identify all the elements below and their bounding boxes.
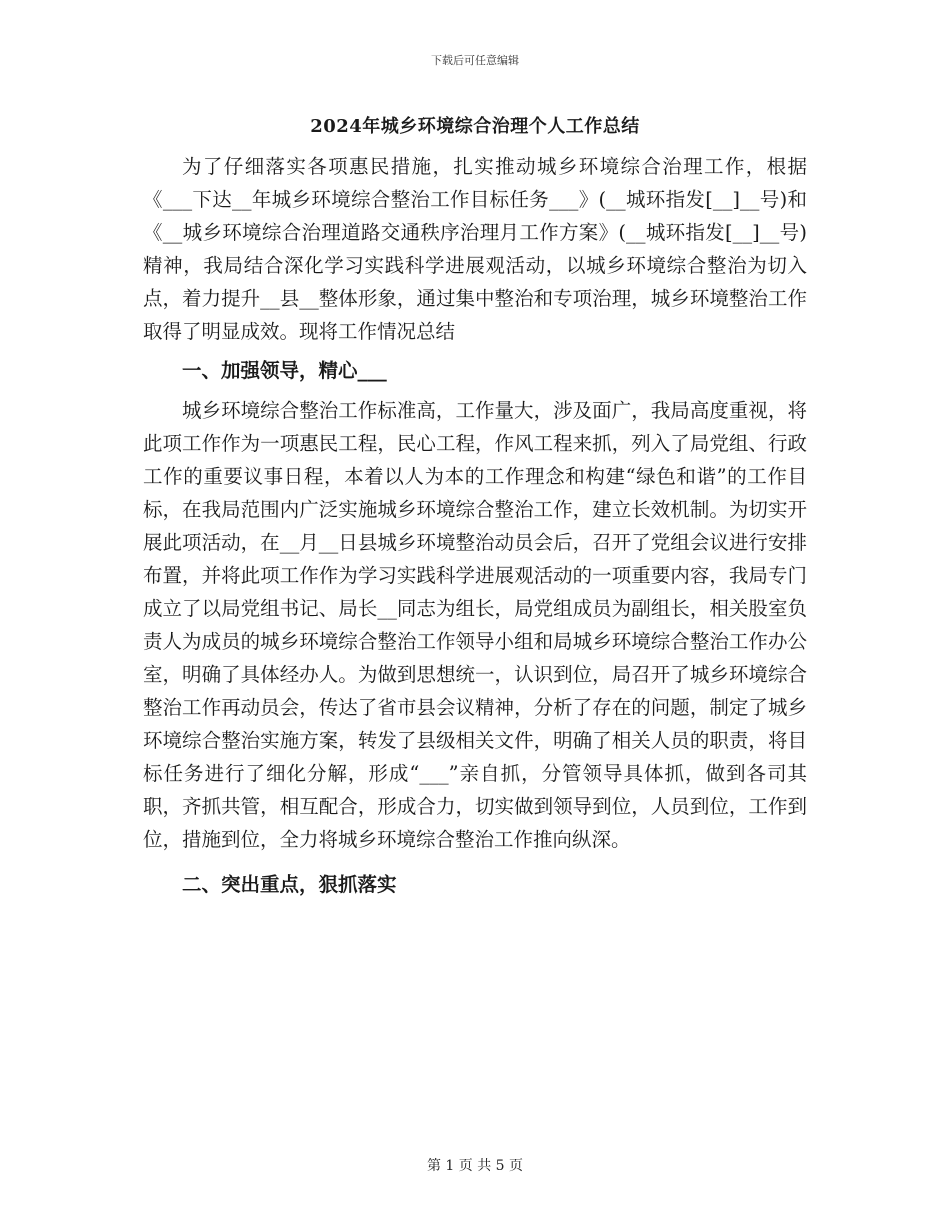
section-1-heading: 一、加强领导，精心___ xyxy=(182,359,387,382)
document-body xyxy=(143,150,807,908)
document-title: 2024年城乡环境综合治理个人工作总结 xyxy=(310,116,640,137)
section-2-heading: 二、突出重点，狠抓落实 xyxy=(182,873,397,896)
page-header-note: 下载后可任意编辑 xyxy=(431,54,519,67)
section-1-paragraph: 城乡环境综合整治工作标准高，工作量大，涉及面广，我局高度重视，将此项工作作为一项惠民工程，民心工程，作风工程来抓，列入了局党组、行政工作的重要议事日程，本着以人为本的工作理念和构建“绿色和谐”的工作目标，在我局范围内广泛实施城乡环境综合整治工作，建立长效机制。为切实开展此项活动，在__月__日县城乡环境整治动员会后，召开了党组会议进行安排布置，并将此项工作作为学习实践科学进展观活动的一项重要内容，我局专门成立了以局党组书记、局长__同志为组长，局党组成员为副组长，相关股室负责人为成员的城乡环境综合整治工作领导小组和局城乡环境综合整治工作办公室，明确了具体经办人。为做到思想统一，认识到位，局召开了城乡环境综合整治工作再动员会，传达了省市县会议精神，分析了存在的问题，制定了城乡环境综合整治实施方案，转发了县级相关文件，明确了相关人员的职责，将目标任务进行了细化分解，形成“___”亲自抓，分管领导具体抓，做到各司其职，齐抓共管，相互配合，形成合力，切实做到领导到位，人员到位，工作到位，措施到位，全力将城乡环境综合整治工作推向纵深。 xyxy=(143,399,807,851)
page-number-footer: 第 1 页 共 5 页 xyxy=(426,1158,524,1174)
intro-paragraph: 为了仔细落实各项惠民措施，扎实推动城乡环境综合治理工作，根据《___下达__年城乡环境综合整治工作目标任务___》(__城环指发[__]__号)和《__城乡环境综合治理道路交通秩序治理月工作方案》(__城环指发[__]__号)精神，我局结合深化学习实践科学进展观活动，以城乡环境综合整治为切入点，着力提升__县__整体形象，通过集中整治和专项治理，城乡环境整治工作取得了明显成效。现将工作情况总结 xyxy=(143,155,807,343)
